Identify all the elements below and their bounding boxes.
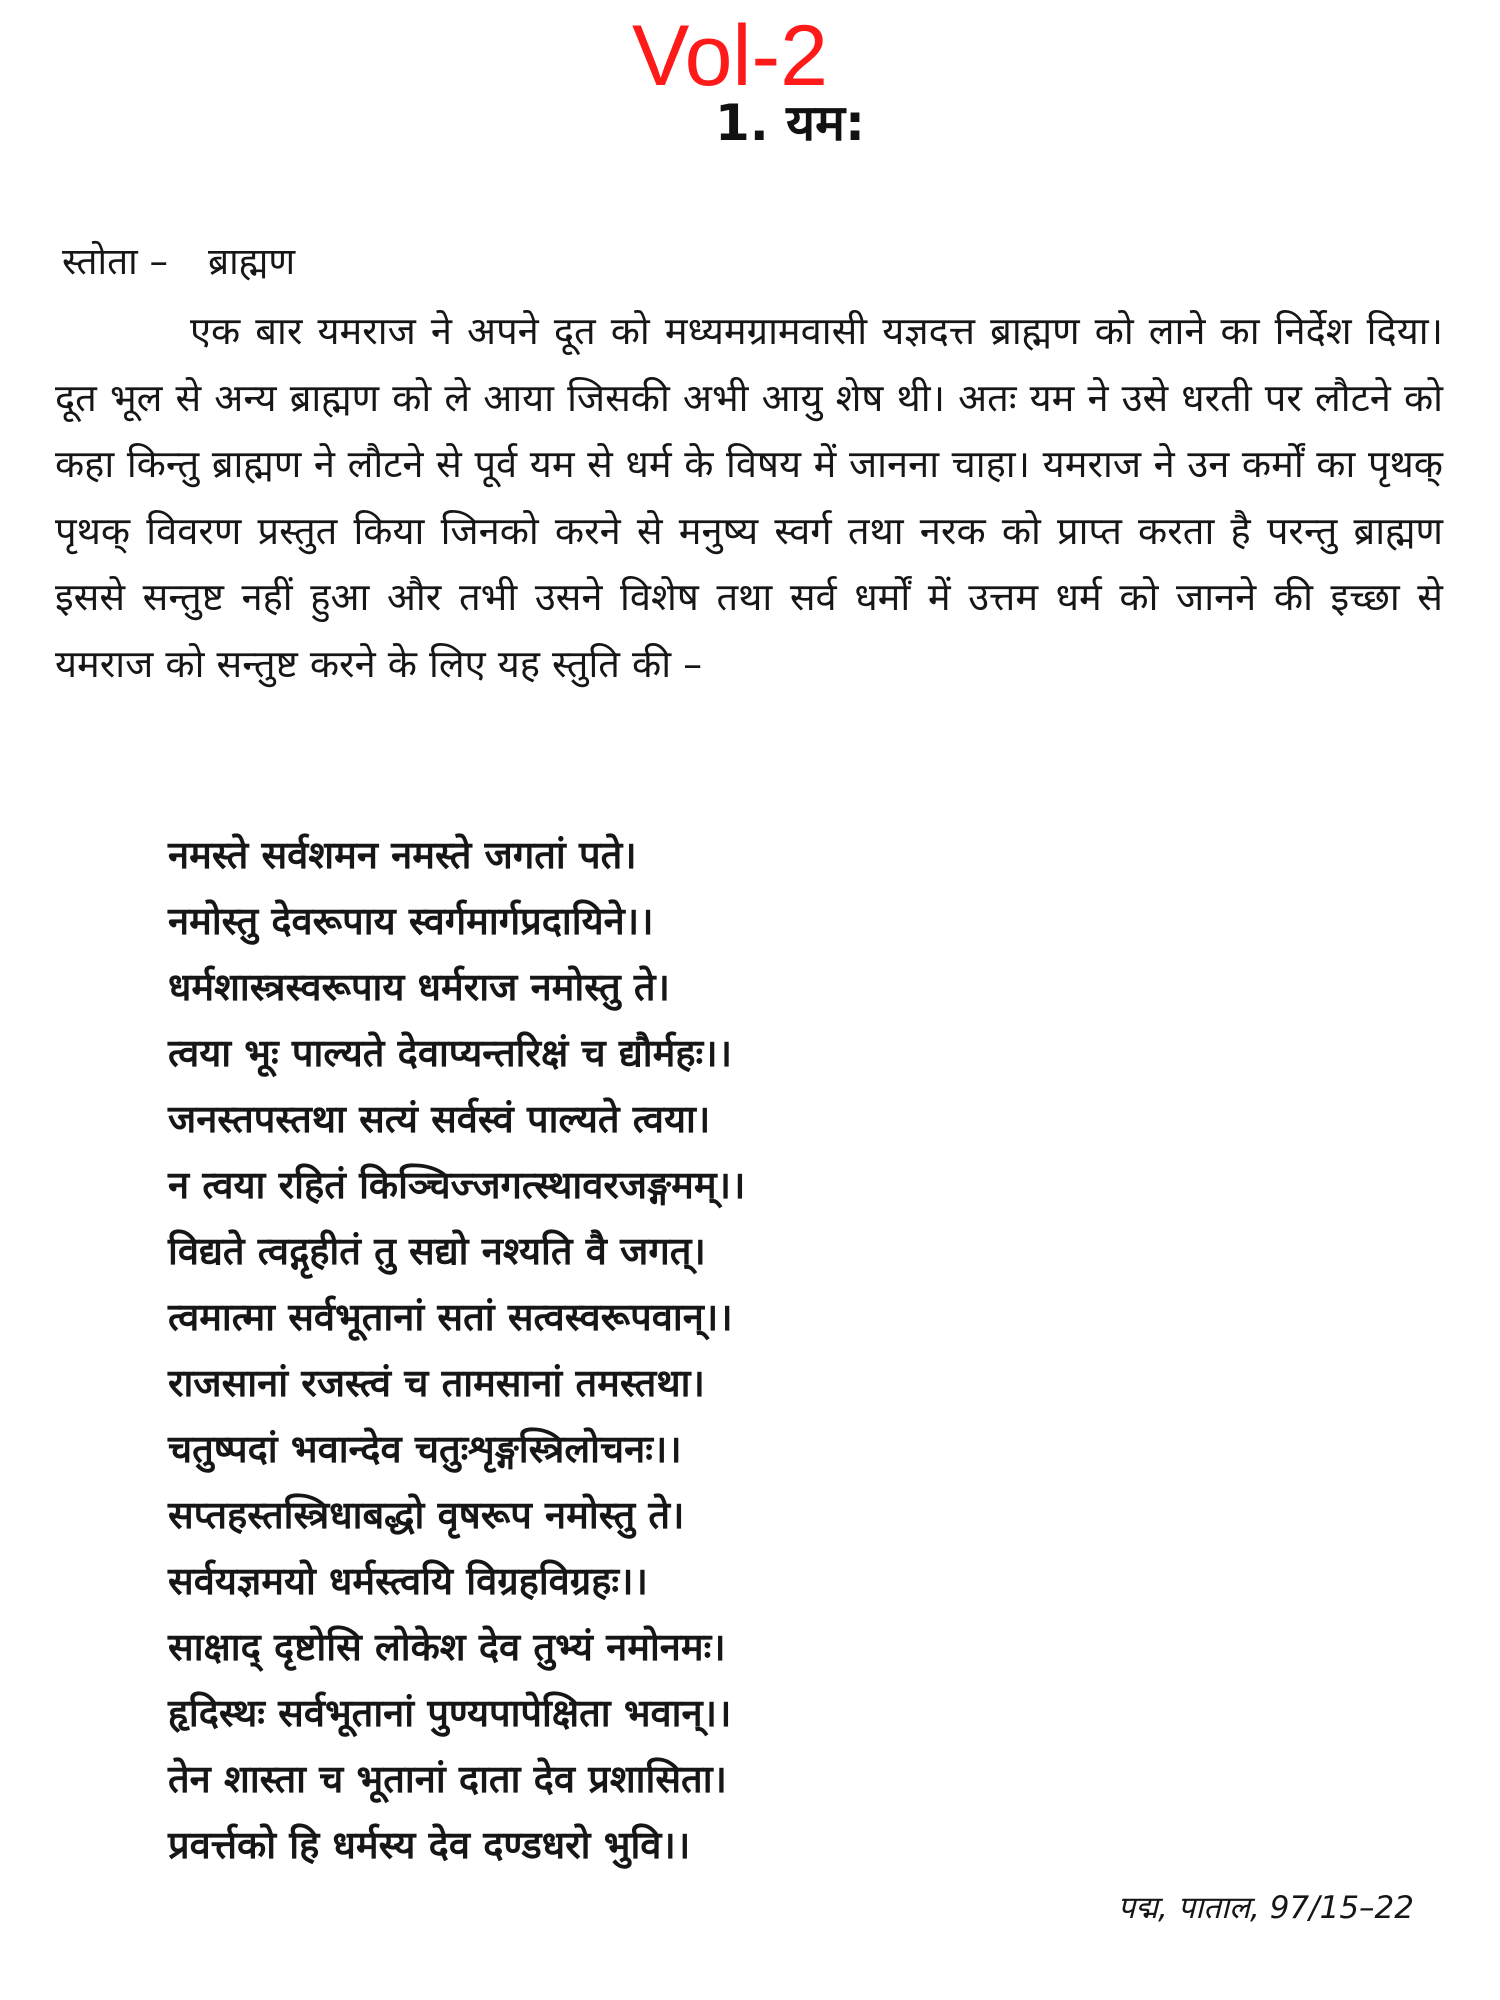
verse-line: विद्यते त्वद्गृहीतं तु सद्यो नश्यति वै जगत्।	[168, 1229, 706, 1273]
verse-line: राजसानां रजस्त्वं च तामसानां तमस्तथा।	[168, 1361, 705, 1405]
verse-line: धर्मशास्त्रस्वरूपाय धर्मराज नमोस्तु ते।	[168, 965, 670, 1009]
verse-list	[168, 822, 1268, 1878]
verse-line: साक्षाद् दृष्टोसि लोकेश देव तुभ्यं नमोनमः।	[168, 1625, 726, 1669]
verse-line: चतुष्पदां भवान्देव चतुःशृङ्गस्त्रिलोचनः।।	[168, 1427, 682, 1471]
stota-value: ब्राह्मण	[208, 240, 296, 283]
stota-label: स्तोता –	[62, 240, 169, 283]
verse-line: सप्तहस्तस्त्रिधाबद्धो वृषरूप नमोस्तु ते।	[168, 1493, 685, 1537]
verse-line: त्वया भूः पाल्यते देवाप्यन्तरिक्षं च द्यौर्महः।।	[168, 1031, 733, 1075]
verse-line: तेन शास्ता च भूतानां दाता देव प्रशासिता।	[168, 1757, 727, 1801]
verse-line: प्रवर्त्तको हि धर्मस्य देव दण्डधरो भुवि।।	[168, 1823, 691, 1867]
verse-line: नमोस्तु देवरूपाय स्वर्गमार्गप्रदायिने।।	[168, 899, 654, 943]
source-citation: पद्म, पाताल, 97/15–22	[1117, 1890, 1414, 1926]
verse-line: नमस्ते सर्वशमन नमस्ते जगतां पते।	[168, 833, 637, 877]
verse-line: सर्वयज्ञमयो धर्मस्त्वयि विग्रहविग्रहः।।	[168, 1559, 648, 1603]
intro-paragraph: एक बार यमराज ने अपने दूत को मध्यमग्रामवासी यज्ञदत्त ब्राह्मण को लाने का निर्देश दिया। दूत भूल से अन्य ब्राह्मण को ले आया जिसकी अभी आयु शेष थी। अतः यम ने उसे धरती पर लौटने को कहा किन्तु ब्राह्मण ने लौटने से पूर्व यम से धर्म के विषय में जानना चाहा। यमराज ने उन कर्मों का पृथक् पृथक् विवरण प्रस्तुत किया जिनको करने से मनुष्य स्वर्ग तथा नरक को प्राप्त करता है परन्तु ब्राह्मण इससे सन्तुष्ट नहीं हुआ और तभी उसने विशेष तथा सर्व धर्मों में उत्तम धर्म को जानने की इच्छा से यमराज को सन्तुष्ट करने के लिए यह स्तुति की –	[55, 309, 1443, 686]
verse-line: न त्वया रहितं किञ्चिज्जगत्स्थावरजङ्गमम्।।	[168, 1163, 746, 1207]
volume-label: Vol-2	[631, 8, 829, 104]
verse-line: हृदिस्थः सर्वभूतानां पुण्यपापेक्षिता भवान्।।	[168, 1691, 732, 1735]
verse-line: जनस्तपस्तथा सत्यं सर्वस्वं पाल्यते त्वया।	[168, 1097, 711, 1141]
chapter-title: 1. यम:	[714, 94, 866, 152]
stota-line	[62, 232, 295, 292]
verse-line: त्वमात्मा सर्वभूतानां सतां सत्वस्वरूपवान्।।	[168, 1295, 733, 1339]
